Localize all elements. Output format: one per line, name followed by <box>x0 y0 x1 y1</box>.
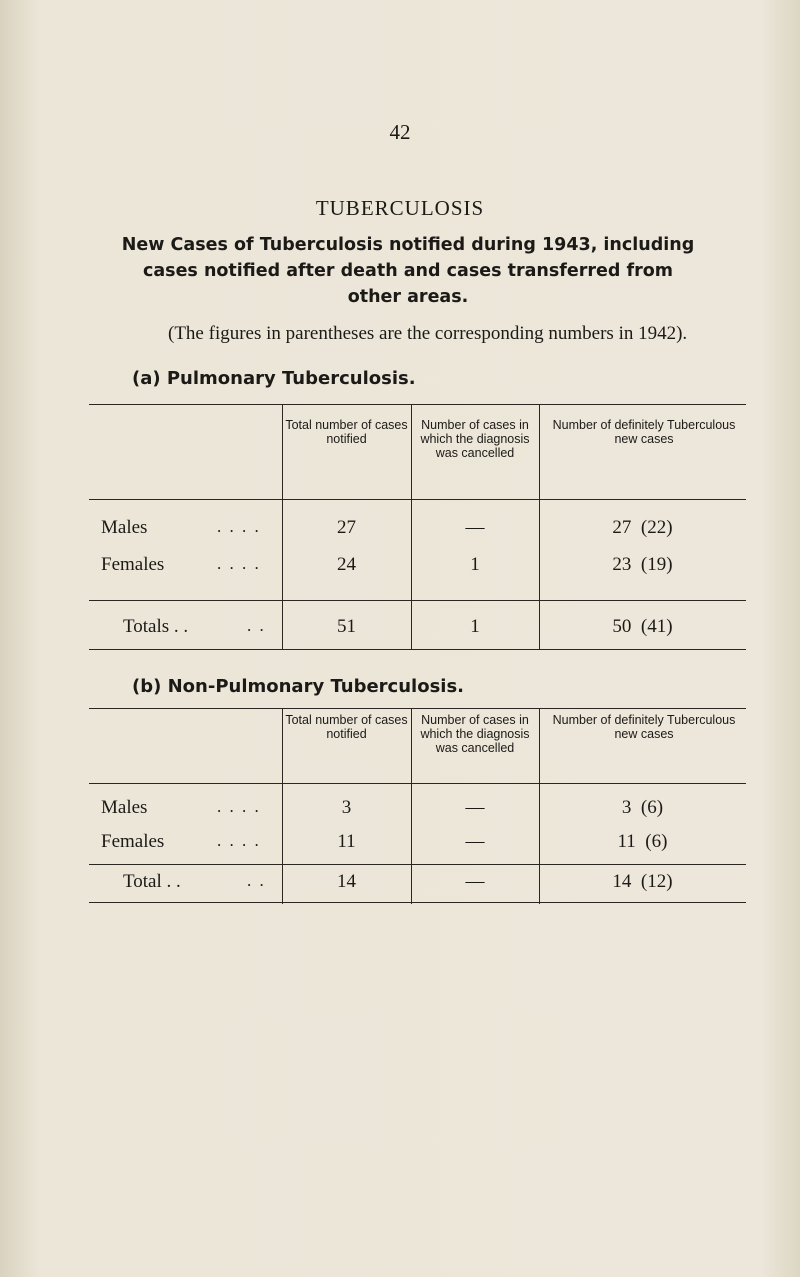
page-title: TUBERCULOSIS <box>315 196 485 220</box>
row-label-females: Females <box>101 554 165 575</box>
cell-definite: 14 (12) <box>612 871 673 892</box>
table-rule-header <box>89 783 746 784</box>
cell-total-notified: 27 <box>337 517 356 538</box>
table-rule-header <box>89 499 746 500</box>
leader-dots: . . . . <box>217 554 261 573</box>
leader-dots: . . <box>247 616 266 635</box>
column-header-cancelled: Number of cases in which the diagnosis was cancelled <box>420 713 530 755</box>
non-pulmonary-heading: (b) Non-Pulmonary Tuberculosis. <box>132 676 464 697</box>
table-rule-bottom <box>89 649 746 650</box>
cell-cancelled: 1 <box>470 616 480 637</box>
cell-total-notified: 3 <box>341 797 352 818</box>
cell-definite: 23 (19) <box>612 554 673 575</box>
page-number: 42 <box>389 120 411 144</box>
table-rule-subtotal <box>89 600 746 601</box>
leader-dots: . . . . <box>217 517 261 536</box>
cell-definite: 11 (6) <box>617 831 668 852</box>
leader-dots: . . . . <box>217 831 261 850</box>
table-rule-top <box>89 404 746 405</box>
subtitle: New Cases of Tuberculosis notified during 1943, including cases notified after death and cases transferred from other areas. <box>121 235 695 307</box>
leader-dots: . . . . <box>217 797 261 816</box>
column-header-total-notified: Total number of cases notified <box>285 418 408 446</box>
row-label-females: Females <box>101 831 165 852</box>
column-header-total-notified: Total number of cases notified <box>285 713 408 741</box>
row-label-males: Males <box>101 517 148 538</box>
parentheses-note: (The figures in parentheses are the corresponding numbers in 1942). <box>168 323 688 344</box>
column-header-definite: Number of definitely Tuberculous new cases <box>552 713 736 741</box>
cell-total-notified: 14 <box>337 871 356 892</box>
cell-cancelled: — <box>465 797 485 818</box>
cell-total-notified: 24 <box>337 554 356 575</box>
table-rule-bottom <box>89 902 746 903</box>
cell-total-notified: 51 <box>337 616 356 637</box>
row-label-totals: Totals . . <box>123 616 189 637</box>
cell-cancelled: — <box>465 831 485 852</box>
cell-definite: 27 (22) <box>612 517 673 538</box>
leader-dots: . . <box>247 871 266 890</box>
row-label-total: Total . . <box>123 871 181 892</box>
column-header-definite: Number of definitely Tuberculous new cases <box>552 418 736 446</box>
table-rule-subtotal <box>89 864 746 865</box>
non-pulmonary-table <box>89 708 746 904</box>
cell-cancelled: — <box>465 871 485 892</box>
cell-cancelled: — <box>465 517 485 538</box>
cell-cancelled: 1 <box>470 554 480 575</box>
cell-total-notified: 11 <box>337 831 356 852</box>
cell-definite: 3 (6) <box>621 797 664 818</box>
pulmonary-heading: (a) Pulmonary Tuberculosis. <box>132 368 416 389</box>
table-rule-top <box>89 708 746 709</box>
row-label-males: Males <box>101 797 148 818</box>
cell-definite: 50 (41) <box>612 616 673 637</box>
pulmonary-table <box>89 404 746 650</box>
column-header-cancelled: Number of cases in which the diagnosis was cancelled <box>420 418 530 460</box>
